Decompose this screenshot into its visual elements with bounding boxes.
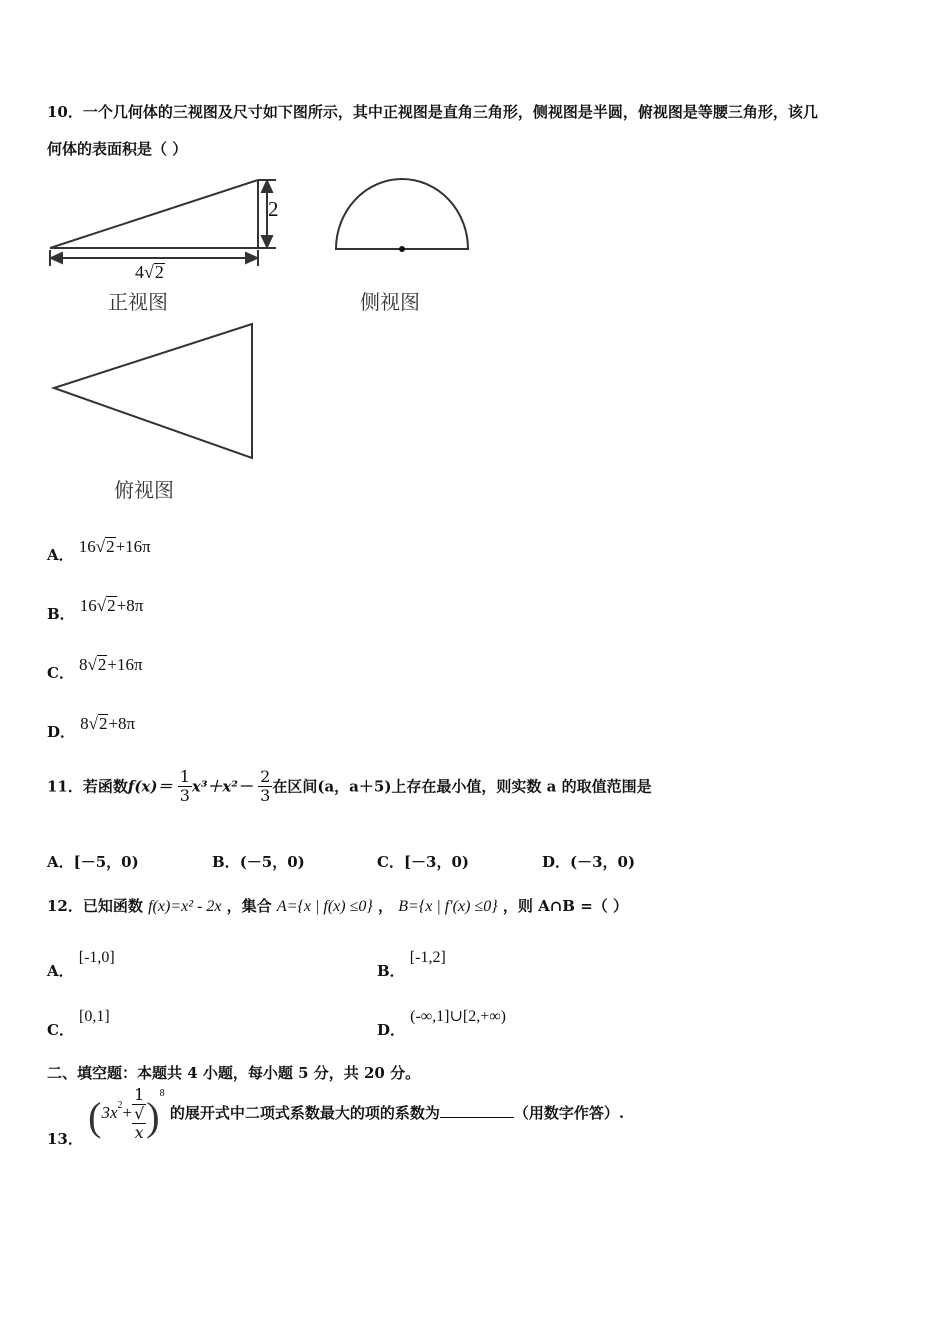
q12-func: f(x)=x² - 2x — [148, 898, 222, 915]
side-view-caption: 侧视图 — [360, 290, 420, 314]
q10-option-c[interactable] — [47, 654, 143, 682]
q10-text-line2: 何体的表面积是（ ） — [47, 140, 188, 158]
q12-set-a: A={x | f(x) ≤0} — [276, 898, 373, 915]
section2-title: 二、填空题：本题共 4 小题，每小题 5 分，共 20 分。 — [47, 1064, 421, 1082]
base-dim-rad: 2 — [154, 262, 164, 282]
q10-text-line1: 10．一个几何体的三视图及尺寸如下图所示，其中正视图是直角三角形，侧视图是半圆，俯视图是等腰三角形，该几 — [47, 103, 818, 121]
q11-option-b[interactable]: B．(－5，0) — [212, 853, 305, 871]
top-view-triangle — [54, 324, 252, 458]
q12-set-b: B={x | f′(x) ≤0} — [398, 898, 498, 915]
q10-option-d[interactable] — [47, 713, 136, 741]
q13-answer-blank[interactable] — [440, 1103, 514, 1118]
front-view-triangle — [50, 180, 258, 248]
q12-option-a[interactable]: A． [-1,0] — [47, 949, 115, 980]
q11-option-a[interactable]: A．[－5，0) — [47, 853, 139, 871]
base-dim-coef: 4 — [135, 262, 144, 282]
option-letter: A． — [47, 546, 74, 564]
q12-text: 12．已知函数 f(x)=x² - 2x ，集合 A={x | f(x) ≤0} ， B={x | f′(x) ≤0} ，则 A∩B =（ ） — [47, 897, 628, 915]
q11-option-c[interactable]: C．[－3，0) — [377, 853, 470, 871]
option-expr: 16√2+8π — [79, 596, 144, 615]
option-letter: D． — [47, 723, 76, 741]
q12-option-d[interactable]: D． (-∞,1]∪[2,+∞) — [377, 1008, 506, 1039]
q12-option-b[interactable]: B． [-1,2] — [377, 949, 446, 980]
q11-text: 11．若函数f(x)＝ $\frac{1}{3}$ x³＋x²－ $\frac{2}{3}$ 在区间(a，a＋5)上存在最小值，则实数 a 的取值范围是 — [47, 767, 652, 805]
q13-text: 13． ($3x^2+$ 1 √ x )$^8$ 的展开式中二项式系数最大的项的系数为 （用数字作答）. — [47, 1085, 625, 1148]
base-dim-label: 4√2 — [135, 262, 164, 282]
three-view-figure — [40, 172, 520, 512]
q12-option-c[interactable]: C． [0,1] — [47, 1008, 110, 1039]
q11-frac1: $\frac{1}{3}$ — [179, 767, 190, 805]
q13-expression: ($3x^2+$ 1 √ x )$^8$ — [88, 1085, 165, 1142]
option-expr: 8√2+16π — [79, 655, 143, 674]
q10-option-a[interactable] — [47, 536, 151, 564]
q13-number: 13． — [47, 1130, 83, 1148]
height-dim-label: 2 — [268, 197, 279, 221]
option-expr: 16√2+16π — [78, 537, 151, 556]
q11-option-d[interactable]: D．(－3，0) — [542, 853, 636, 871]
side-view-semicircle — [336, 179, 468, 252]
q11-frac2: $\frac{2}{3}$ — [260, 767, 271, 805]
option-expr: 8√2+8π — [80, 714, 136, 733]
q10-option-b[interactable] — [47, 595, 144, 623]
option-letter: B． — [47, 605, 75, 623]
top-view-caption: 俯视图 — [114, 478, 174, 502]
front-view-caption: 正视图 — [108, 290, 168, 314]
option-letter: C． — [47, 664, 74, 682]
